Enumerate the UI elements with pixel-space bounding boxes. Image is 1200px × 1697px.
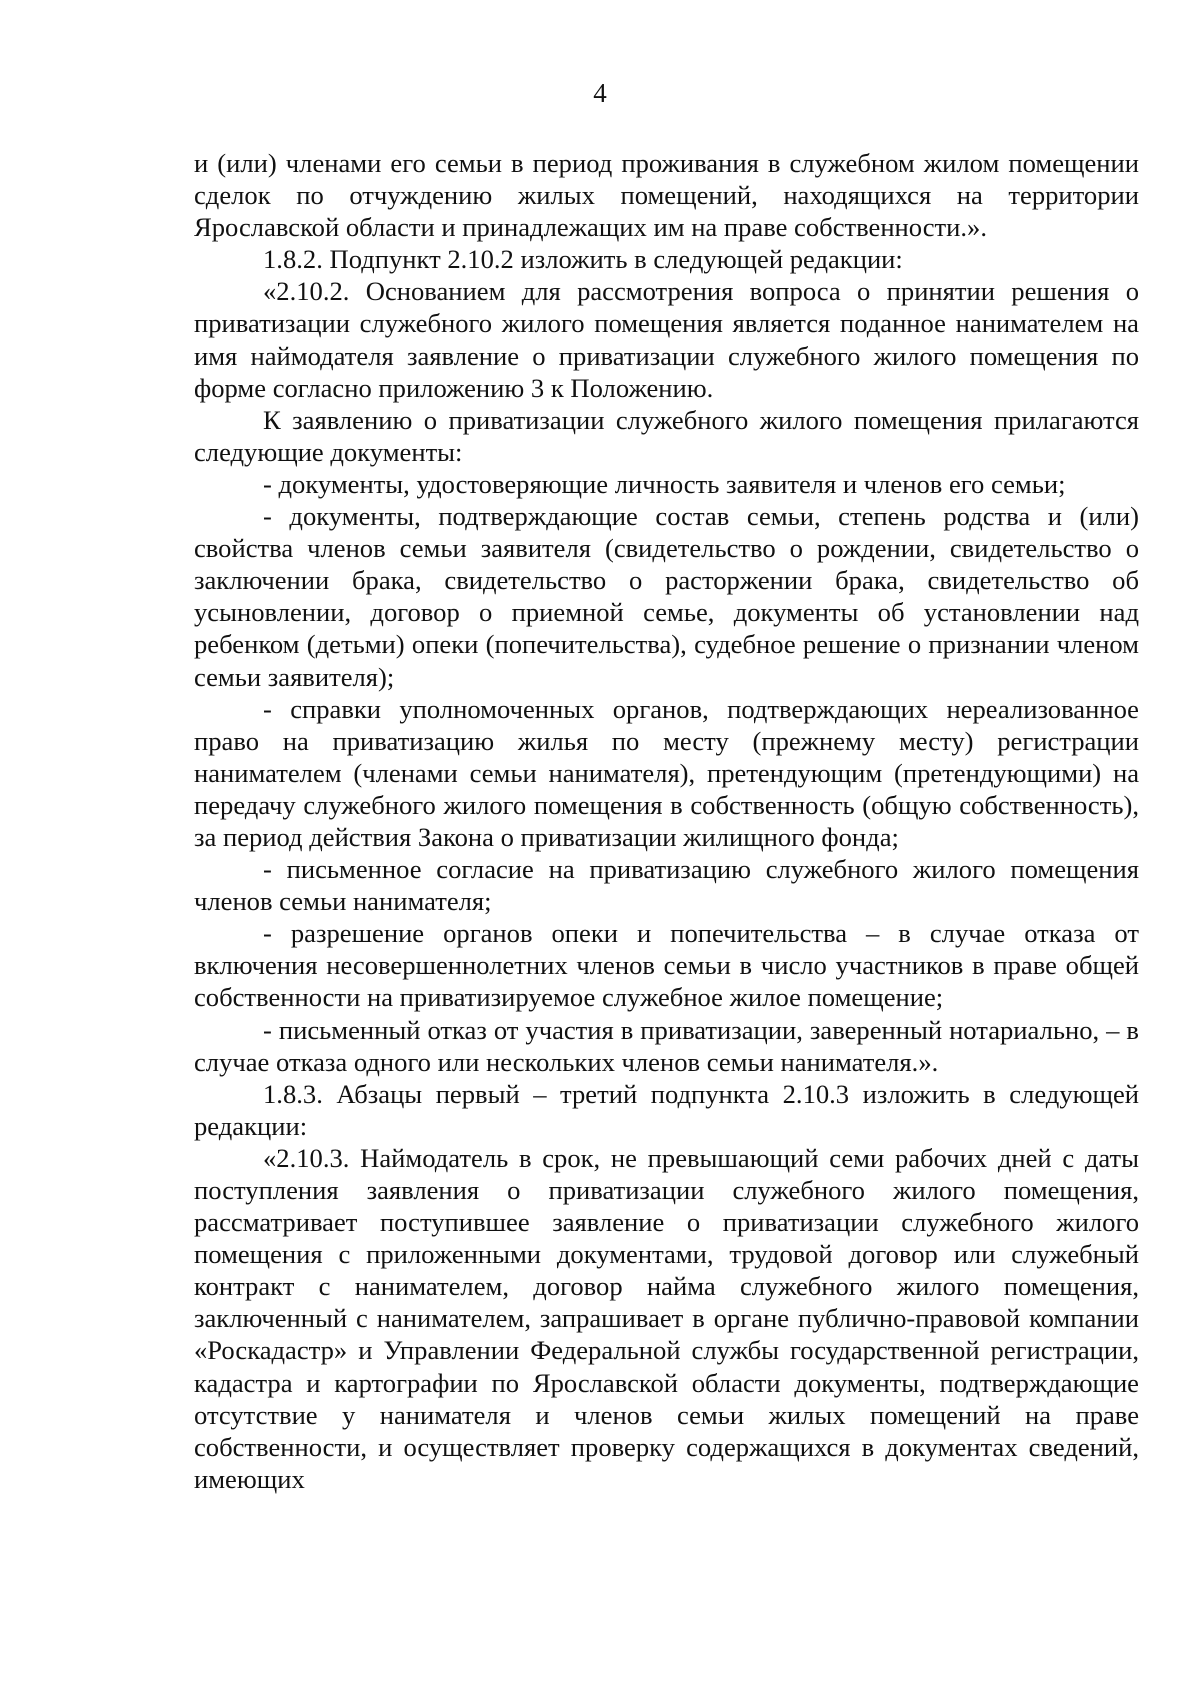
paragraph: «2.10.2. Основанием для рассмотрения вопроса о принятии решения о приватизации служебного жилого помещения является поданное нанимателем на имя наймодателя заявление о приватизации служебного жилого помещения по форме согласно приложению 3 к Положению. — [194, 276, 1139, 403]
list-item: - письменный отказ от участия в приватизации, заверенный нотариально, – в случае отказа одного или нескольких членов семьи нанимателя.». — [194, 1014, 1139, 1077]
list-item: - справки уполномоченных органов, подтверждающих нереализованное право на приватизацию жилья по месту (прежнему месту) регистрации нанимателем (членами семьи нанимателя), претендующим (претендующими) на передачу служебного жилого помещения в собственность (общую собственность), за период действия Закона о приватизации жилищного фонда; — [194, 693, 1139, 852]
list-item: - документы, подтверждающие состав семьи, степень родства и (или) свойства членов семьи заявителя (свидетельство о рождении, свидетельство о заключении брака, свидетельство о расторжении брака, свидетельство об усыновлении, договор о приемной семье, документы об установлении над ребенком (детьми) опеки (попечительства), судебное решение о признании членом семьи заявителя); — [194, 501, 1139, 692]
list-item: - письменное согласие на приватизацию служебного жилого помещения членов семьи нанимателя; — [194, 854, 1139, 917]
paragraph: К заявлению о приватизации служебного жилого помещения прилагаются следующие документы: — [194, 404, 1139, 467]
list-item: - документы, удостоверяющие личность заявителя и членов его семьи; — [263, 468, 1066, 499]
paragraph: «2.10.3. Наймодатель в срок, не превышающий семи рабочих дней с даты поступления заявления о приватизации служебного жилого помещения, рассматривает поступившее заявление о приватизации служебного жилого помещения с приложенными документами, трудовой договор или служебный контракт с нанимателем, договор найма служебного жилого помещения, заключенный с нанимателем, запрашивает в органе публично-правовой компании «Роскадастр» и Управлении Федеральной службы государственной регистрации, кадастра и картографии по Ярославской области документы, подтверждающие отсутствие у нанимателя и членов семьи жилых помещений на праве собственности, и осуществляет проверку содержащихся в документах сведений, имеющих — [194, 1142, 1139, 1494]
paragraph: 1.8.2. Подпункт 2.10.2 изложить в следующей редакции: — [263, 244, 903, 275]
list-item: - разрешение органов опеки и попечительства – в случае отказа от включения несовершеннолетних членов семьи в число участников в праве общей собственности на приватизируемое служебное жилое помещение; — [194, 918, 1139, 1013]
page-number: 4 — [593, 78, 607, 108]
paragraph: 1.8.3. Абзацы первый – третий подпункта 2.10.3 изложить в следующей редакции: — [194, 1078, 1139, 1141]
paragraph: и (или) членами его семьи в период проживания в служебном жилом помещении сделок по отчуждению жилых помещений, находящихся на территории Ярославской области и принадлежащих им на праве собственности.». — [194, 148, 1139, 243]
document-body — [194, 147, 1139, 1495]
